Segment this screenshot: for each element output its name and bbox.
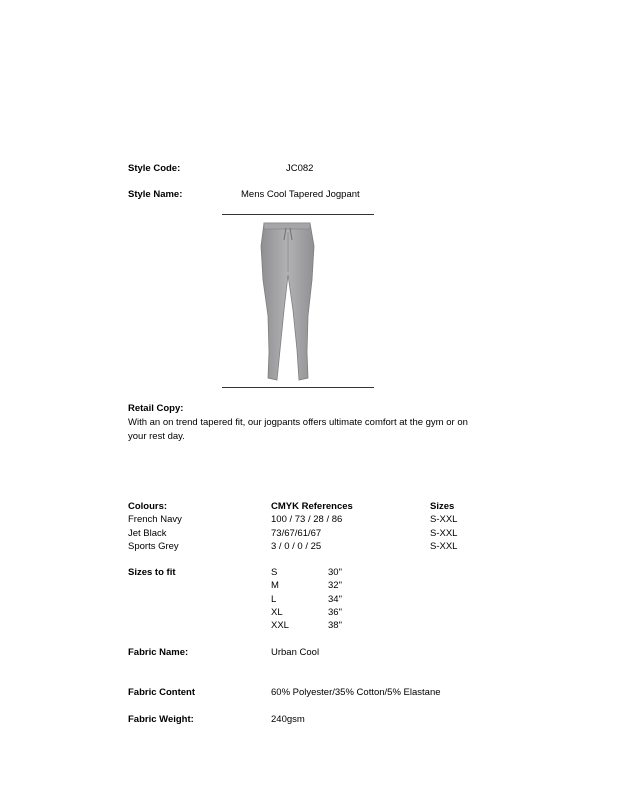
fit-size: XL bbox=[271, 607, 283, 618]
fit-size: XXL bbox=[271, 620, 289, 631]
product-image bbox=[248, 220, 328, 382]
fit-size: L bbox=[271, 594, 277, 605]
image-top-rule bbox=[222, 214, 374, 215]
fit-measure: 30" bbox=[328, 567, 342, 578]
retail-copy-label: Retail Copy: bbox=[128, 403, 184, 414]
sizes-to-fit-label: Sizes to fit bbox=[128, 567, 176, 578]
colour-name: Jet Black bbox=[128, 528, 167, 539]
fabric-content-label: Fabric Content bbox=[128, 687, 196, 698]
colour-sizes: S-XXL bbox=[430, 528, 458, 539]
fit-measure: 36" bbox=[328, 607, 342, 618]
fabric-name-value: Urban Cool bbox=[271, 647, 320, 658]
colour-sizes: S-XXL bbox=[430, 514, 458, 525]
style-name-label: Style Name: bbox=[128, 189, 183, 200]
cmyk-header: CMYK References bbox=[271, 501, 353, 512]
fit-measure: 34" bbox=[328, 594, 342, 605]
fabric-name-label: Fabric Name: bbox=[128, 647, 189, 658]
colour-sizes: S-XXL bbox=[430, 541, 458, 552]
fit-measure: 32" bbox=[328, 580, 342, 591]
retail-copy-text: With an on trend tapered fit, our jogpants offers ultimate comfort at the gym or on your rest day. bbox=[128, 417, 468, 442]
colour-cmyk: 3 / 0 / 0 / 25 bbox=[271, 541, 322, 552]
jogpant-image bbox=[248, 220, 328, 382]
sizes-header: Sizes bbox=[430, 501, 455, 512]
colour-cmyk: 100 / 73 / 28 / 86 bbox=[271, 514, 343, 525]
fabric-weight-value: 240gsm bbox=[271, 714, 305, 725]
fabric-content-value: 60% Polyester/35% Cotton/5% Elastane bbox=[271, 687, 441, 698]
fabric-weight-label: Fabric Weight: bbox=[128, 714, 194, 725]
colours-header: Colours: bbox=[128, 501, 168, 512]
fit-size: S bbox=[271, 567, 278, 578]
fit-measure: 38" bbox=[328, 620, 342, 631]
fit-size: M bbox=[271, 580, 279, 591]
colour-cmyk: 73/67/61/67 bbox=[271, 528, 322, 539]
style-code-label: Style Code: bbox=[128, 163, 181, 174]
style-code-value: JC082 bbox=[286, 163, 314, 174]
colour-name: Sports Grey bbox=[128, 541, 179, 552]
colour-name: French Navy bbox=[128, 514, 182, 525]
image-bottom-rule bbox=[222, 387, 374, 388]
style-name-value: Mens Cool Tapered Jogpant bbox=[241, 189, 360, 200]
